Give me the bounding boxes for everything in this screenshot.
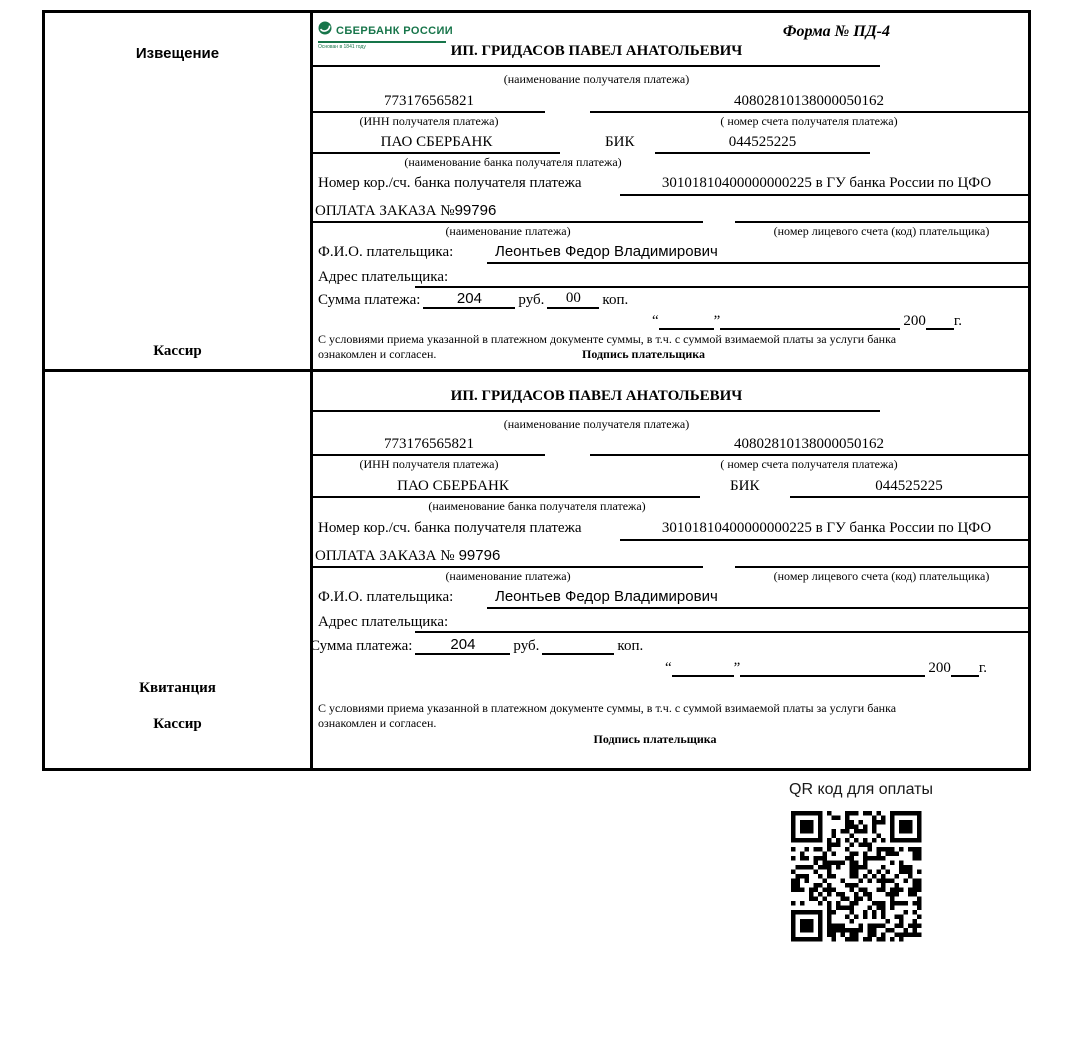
payment-caption: (наименование платежа) — [445, 224, 571, 238]
corr-account-value: 30101810400000000225 в ГУ банка России по ЦФО — [661, 520, 992, 536]
order-number: 99796 — [458, 547, 501, 564]
payer-code-underline — [735, 566, 1028, 568]
date-row — [652, 313, 962, 330]
payment-name-underline — [313, 221, 703, 223]
recipient-caption: (наименование получателя платежа) — [503, 417, 690, 431]
section-label-notice: Извещение — [135, 45, 220, 62]
sum-value: 204 — [415, 636, 510, 655]
fio-label: Ф.И.О. плательщика: — [318, 589, 454, 605]
year-suffix: г. — [978, 660, 988, 676]
sum-label: Сумма платежа: — [310, 638, 413, 654]
sberbank-logo-text: СБЕРБАНК РОССИИ — [336, 24, 454, 37]
recipient-name: ИП. ГРИДАСОВ ПАВЕЛ АНАТОЛЬЕВИЧ — [313, 43, 880, 67]
inn-caption: (ИНН получателя платежа) — [359, 457, 499, 471]
corr-account-label: Номер кор./сч. банка получателя платежа — [318, 175, 582, 191]
qr-code-label: QR код для оплаты — [789, 781, 934, 798]
kop-label: коп. — [617, 638, 644, 654]
sum-value: 204 — [423, 290, 515, 309]
payer-code-caption: (номер лицевого счета (код) плательщика) — [773, 569, 990, 583]
cashier-label: Кассир — [153, 716, 202, 732]
bik-label: БИК — [605, 134, 635, 150]
address-underline — [415, 286, 1028, 288]
fio-value: Леонтьев Федор Владимирович — [495, 588, 718, 605]
bik-underline — [790, 496, 1028, 498]
rub-label: руб. — [518, 292, 545, 308]
bank-underline — [313, 152, 560, 154]
address-underline — [415, 631, 1028, 633]
bik-underline — [655, 152, 870, 154]
bik-label: БИК — [730, 478, 760, 494]
section-label-receipt: Квитанция — [139, 680, 216, 696]
account-caption: ( номер счета получателя платежа) — [720, 114, 898, 128]
agreement-line2: ознакомлен и согласен. — [318, 716, 437, 730]
date-month-blank — [720, 328, 900, 330]
inn-value: 773176565821 — [384, 93, 474, 109]
sum-row — [318, 290, 628, 309]
order-label: ОПЛАТА ЗАКАЗА № — [315, 203, 455, 219]
agreement-line1: С условиями приема указанной в платежном документе суммы, в т.ч. с суммой взимаемой платы за услуги банка — [318, 332, 897, 346]
account-underline — [590, 111, 1028, 113]
quote-open: “ — [665, 660, 672, 676]
sum-row — [310, 636, 643, 655]
kop-value: 00 — [547, 290, 599, 309]
corr-account-underline — [620, 539, 1028, 541]
payer-code-caption: (номер лицевого счета (код) плательщика) — [773, 224, 990, 238]
bank-caption: (наименование банка получателя платежа) — [428, 499, 646, 513]
kop-value — [542, 653, 614, 655]
date-row — [665, 660, 987, 677]
corr-account-value: 30101810400000000225 в ГУ банка России по ЦФО — [661, 175, 992, 191]
corr-account-underline — [620, 194, 1028, 196]
logo-tagline: Основан в 1841 году — [318, 44, 366, 50]
qr-code — [790, 810, 922, 942]
quote-close: ” — [733, 660, 741, 676]
year-prefix: 200 — [903, 313, 926, 329]
year-blank — [926, 328, 954, 330]
address-label: Адрес плательщика: — [318, 269, 449, 285]
year-suffix: г. — [953, 313, 963, 329]
bank-caption: (наименование банка получателя платежа) — [404, 155, 622, 169]
kop-label: коп. — [602, 292, 629, 308]
agreement-line1: С условиями приема указанной в платежном документе суммы, в т.ч. с суммой взимаемой платы за услуги банка — [318, 701, 897, 715]
notice-section — [45, 13, 1028, 369]
fio-underline — [487, 607, 1028, 609]
quote-close: ” — [713, 313, 721, 329]
cashier-label: Кассир — [153, 343, 202, 359]
account-value: 40802810138000050162 — [734, 93, 884, 109]
order-label: ОПЛАТА ЗАКАЗА № — [315, 548, 455, 564]
date-day-blank — [659, 328, 714, 330]
sum-label: Сумма платежа: — [318, 292, 421, 308]
year-prefix: 200 — [928, 660, 951, 676]
bik-value: 044525225 — [728, 134, 797, 150]
receipt-section — [45, 372, 1028, 768]
account-underline — [590, 454, 1028, 456]
year-blank — [951, 675, 979, 677]
bik-value: 044525225 — [875, 478, 943, 494]
order-number: 99796 — [454, 202, 497, 219]
recipient-name: ИП. ГРИДАСОВ ПАВЕЛ АНАТОЛЬЕВИЧ — [313, 388, 880, 412]
signature-label: Подпись плательщика — [593, 732, 717, 746]
quote-open: “ — [652, 313, 659, 329]
fio-underline — [487, 262, 1028, 264]
inn-underline — [313, 111, 545, 113]
corr-account-label: Номер кор./сч. банка получателя платежа — [318, 520, 582, 536]
payment-name-underline — [313, 566, 703, 568]
bank-name: ПАО СБЕРБАНК — [397, 478, 509, 494]
signature-label: Подпись плательщика — [582, 347, 705, 361]
date-day-blank — [672, 675, 734, 677]
inn-value: 773176565821 — [384, 436, 474, 452]
pd4-document — [42, 10, 1031, 771]
sberbank-logo-icon — [318, 21, 332, 40]
form-number: Форма № ПД-4 — [782, 23, 890, 40]
account-value: 40802810138000050162 — [734, 436, 884, 452]
payment-name-value — [315, 203, 496, 220]
payment-caption: (наименование платежа) — [445, 569, 571, 583]
rub-label: руб. — [513, 638, 540, 654]
agreement-line2: ознакомлен и согласен. — [318, 347, 437, 361]
inn-underline — [313, 454, 545, 456]
payment-name-value — [315, 548, 500, 565]
recipient-caption: (наименование получателя платежа) — [503, 72, 690, 86]
payer-code-underline — [735, 221, 1028, 223]
inn-caption: (ИНН получателя платежа) — [359, 114, 499, 128]
address-label: Адрес плательщика: — [318, 614, 449, 630]
bank-underline — [313, 496, 700, 498]
account-caption: ( номер счета получателя платежа) — [720, 457, 898, 471]
fio-label: Ф.И.О. плательщика: — [318, 244, 454, 260]
fio-value: Леонтьев Федор Владимирович — [495, 243, 718, 260]
bank-name: ПАО СБЕРБАНК — [380, 134, 493, 150]
date-month-blank — [740, 675, 925, 677]
